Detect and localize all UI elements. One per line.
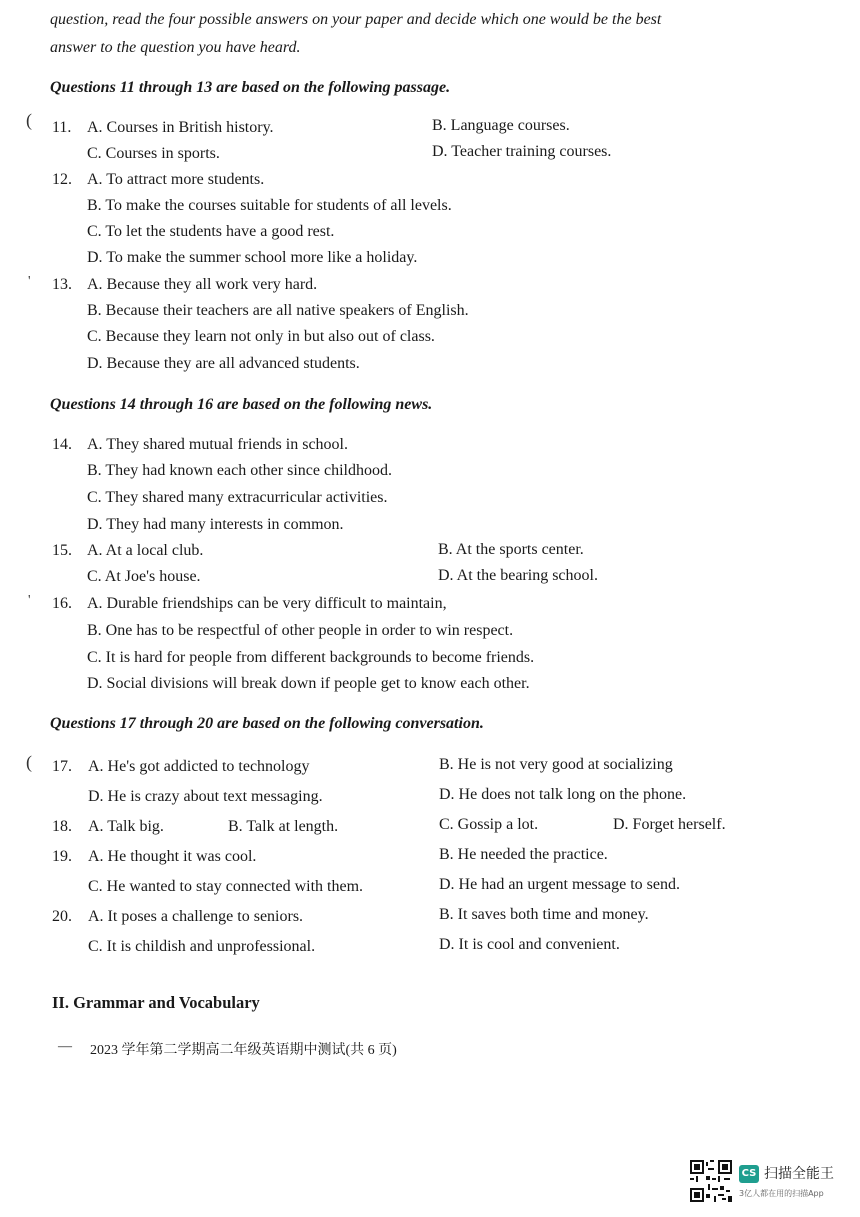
option-a: A. It poses a challenge to seniors. (88, 908, 304, 925)
option-d: D. They had many interests in common. (87, 516, 344, 533)
option-d: D. To make the summer school more like a holiday. (87, 249, 418, 266)
option-d: D. It is cool and convenient. (439, 936, 620, 953)
margin-mark: ' (28, 274, 31, 289)
option-c: C. Gossip a lot. (439, 816, 539, 833)
intro-line-1: question, read the four possible answers on your paper and decide which one would be the best (50, 11, 662, 28)
option-d: D. At the bearing school. (438, 567, 598, 584)
question-number: 17. (52, 758, 72, 775)
grammar-vocabulary-heading: II. Grammar and Vocabulary (52, 993, 260, 1012)
option-a: A. At a local club. (87, 542, 204, 559)
option-b: B. Because their teachers are all native speakers of English. (87, 302, 469, 319)
option-c: C. To let the students have a good rest. (87, 223, 335, 240)
option-b: B. At the sports center. (438, 541, 584, 558)
option-b: B. To make the courses suitable for students of all levels. (87, 197, 452, 214)
option-c: C. It is childish and unprofessional. (88, 938, 316, 955)
question-number: 14. (52, 436, 72, 453)
option-a: A. Because they all work very hard. (87, 276, 318, 293)
option-a: A. He's got addicted to technology (88, 758, 310, 775)
question-number: 12. (52, 171, 72, 188)
option-b: B. Talk at length. (228, 818, 339, 835)
section-heading-conversation: Questions 17 through 20 are based on the following conversation. (50, 715, 484, 732)
question-number: 20. (52, 908, 72, 925)
intro-line-2: answer to the question you have heard. (50, 39, 301, 56)
option-c: D. He is crazy about text messaging. (88, 788, 323, 805)
option-c: C. He wanted to stay connected with them. (88, 878, 364, 895)
option-d: D. He does not talk long on the phone. (439, 786, 687, 803)
option-b: B. He is not very good at socializing (439, 756, 673, 773)
option-d: D. Social divisions will break down if people get to know each other. (87, 675, 530, 692)
qr-code-icon (690, 1160, 732, 1202)
option-b: B. Language courses. (432, 117, 570, 134)
footer-page-info: 2023 学年第二学期高二年级英语期中测试(共 6 页) (90, 1043, 397, 1058)
option-d: D. Teacher training courses. (432, 143, 612, 160)
option-c: C. Courses in sports. (87, 145, 220, 162)
section-heading-news: Questions 14 through 16 are based on the following news. (50, 396, 433, 413)
option-d: D. Because they are all advanced students. (87, 355, 360, 372)
section-heading-passage: Questions 11 through 13 are based on the following passage. (50, 79, 451, 96)
question-number: 19. (52, 848, 72, 865)
margin-mark: ( (26, 110, 32, 130)
option-a: A. Talk big. (88, 818, 164, 835)
option-d: D. He had an urgent message to send. (439, 876, 680, 893)
option-c: C. It is hard for people from different backgrounds to become friends. (87, 649, 535, 666)
option-b: B. One has to be respectful of other people in order to win respect. (87, 622, 514, 639)
option-c: C. At Joe's house. (87, 568, 201, 585)
option-a: A. Courses in British history. (87, 119, 274, 136)
brand-tagline: 3亿人都在用的扫描App (739, 1189, 824, 1198)
option-c: C. They shared many extracurricular activities. (87, 489, 388, 506)
option-a: A. To attract more students. (87, 171, 265, 188)
margin-mark: ' (28, 593, 31, 608)
question-number: 16. (52, 595, 72, 612)
question-number: 13. (52, 276, 72, 293)
brand-name: 扫描全能王 (764, 1166, 834, 1182)
option-a: A. He thought it was cool. (88, 848, 257, 865)
question-number: 15. (52, 542, 72, 559)
option-b: B. It saves both time and money. (439, 906, 649, 923)
question-number: 18. (52, 818, 72, 835)
option-b: B. They had known each other since childhood. (87, 462, 392, 479)
option-c: C. Because they learn not only in but also out of class. (87, 328, 435, 345)
scanner-watermark (690, 1160, 840, 1202)
margin-mark: ( (26, 752, 32, 772)
option-b: B. He needed the practice. (439, 846, 608, 863)
camscanner-logo: CS (739, 1165, 759, 1183)
option-a: A. They shared mutual friends in school. (87, 436, 348, 453)
option-d: D. Forget herself. (613, 816, 726, 833)
question-number: 11. (52, 119, 72, 136)
option-a: A. Durable friendships can be very difficult to maintain, (87, 595, 447, 612)
footer-dash: — (58, 1039, 72, 1054)
